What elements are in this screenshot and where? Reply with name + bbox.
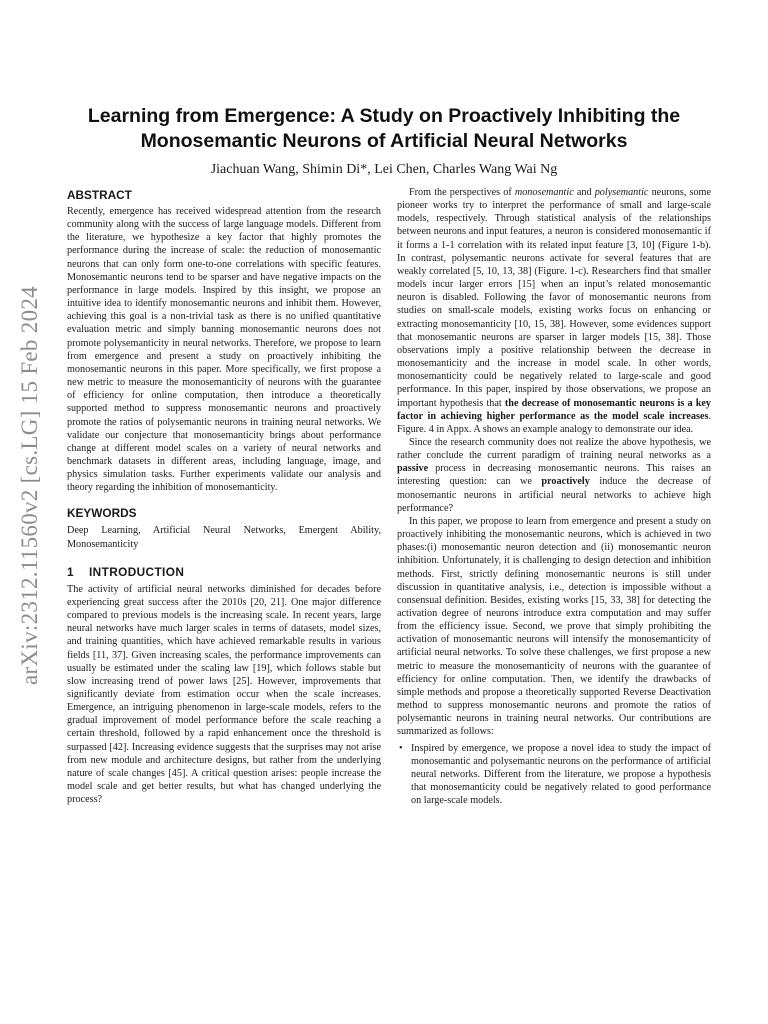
author-list: Jiachuan Wang, Shimin Di*, Lei Chen, Charles Wang Wai Ng — [210, 162, 558, 177]
section-number: 1 — [67, 564, 74, 579]
keywords-text: Deep Learning, Artificial Neural Networks, Emergent Ability, Monosemanticity — [67, 525, 381, 550]
intro-paragraph-4: In this paper, we propose to learn from emergence and present a study on proactively inhibiting the monosemantic neurons, which is achieved in two phases:(i) monosemantic neuron detection and (ii) monosemantic neuron inhibition. Unfortunately, it is challenging to design detection and inhibition methods. First, strictly defining monosemantic neurons is still under discussion in quantitative analysis, i.e., detection is impossible without a consensual definition. Besides, existing works [15, 33, 38] for detecting the activation degree of neurons introduce extra computation and may suffer from the efficiency issue. Second, we prove that simply prohibiting the activation of monosemantic neurons will intensify the monosemanticity of artificial neural networks. To solve these challenges, we first propose a new metric to measure the monosemanticity of neurons with the guarantee of efficiency for online computation. Then, we identify the drawbacks of simple methods and propose a theoretically supported Reverse Deactivation method to suppress monosemantic neurons and promote the ratios of polysemantic neurons in training neural networks. Our contributions are summarized as follows: — [397, 515, 711, 738]
left-column — [67, 186, 381, 806]
intro-paragraph-1: The activity of artificial neural networks diminished for decades before experiencing great success after the 2010s [20, 21]. One major difference compared to previous models is the increasing scale. In recent years, large neural networks have much larger scales in terms of datasets, model sizes, and training quantities, which have achieved remarkable results in various fields [11, 37]. Given increasing scales, the performance improvements can usually be estimated under the scaling law [19], which follows stable but slow increasing trend of power laws [25]. However, improvements that significantly deviate from estimation occur when the scale increases. Emergence, an intriguing phenomenon in large-scale models, refers to the gradual improvement of model performance before the scale reaching a certain threshold, followed by a rapid enhancement once the threshold is surpassed [42]. Increasing evidence suggests that the surprises may not arise from new module and architecture designs, but rather from the underlying nature of scale changes [45]. A critical question arises: people increase the model scale and get better results, but what has changed underlying the process? — [67, 583, 381, 806]
intro-paragraph-3: Since the research community does not realize the above hypothesis, we rather conclude the current paradigm of training neural networks as a passive process in decreasing monosemantic neurons. This raises an interesting question: can we proactively induce the decrease of monosemantic neurons in artificial neural networks to achieve high performance? — [397, 436, 711, 514]
paper-title: Learning from Emergence: A Study on Proactively Inhibiting the Monosemantic Neurons of Artificial Neural Networks — [87, 105, 681, 152]
keywords-heading: KEYWORDS — [67, 506, 137, 521]
contributions-list — [397, 742, 711, 808]
term-monosemantic: monosemantic — [514, 187, 574, 198]
arxiv-stamp-text: arXiv:2312.11560v2 [cs.LG] 15 Feb 2024 — [17, 285, 42, 685]
hypothesis-statement: the decrease of monosemantic neurons is a key factor in achieving higher performance as the model scale increases — [397, 397, 711, 422]
term-polysemantic: polysemantic — [594, 187, 649, 198]
intro-paragraph-2: From the perspectives of monosemantic and polysemantic neurons, some pioneer works try to interpret the performance of small and large-scale models, respectively. Through statistical analysis of the relationships between neurons and input features, a neuron is considered monosemantic if it forms a 1-1 correlation with its related input feature [3, 10] (Figure 1-b). In contrast, polysemantic neurons activate for several features that are weakly correlated [5, 10, 13, 38] (Figure. 1-c). Researchers find that smaller models incur larger errors [15] when an input’s related monosemantic neuron is disabled. Following the favor of monosemantic neurons from studies on small-scale models, existing works focus on enhancing or extracting monosemanticity [10, 15, 38]. However, some evidences support that monosemantic neurons are sparser in larger models [15, 38]. Those observations imply a positive relationship between the decrease in monosemanticity and the increase in model scale. In other words, monosemanticity could be negatively related to large-scale and good performance. In this paper, inspired by those observations, we propose an important hypothesis that the decrease of monosemantic neurons is a key factor in achieving higher performance as the model scale increases. Figure. 4 in Appx. A shows an example analogy to demonstrate our idea. — [397, 187, 712, 435]
abstract-heading: ABSTRACT — [67, 188, 132, 202]
term-proactively: proactively — [541, 476, 590, 488]
arxiv-stamp — [8, 270, 52, 700]
introduction-heading — [67, 565, 381, 580]
section-title: INTRODUCTION — [89, 564, 185, 579]
abstract-text: Recently, emergence has received widespread attention from the research community along with the success of large language models. Different from the literature, we hypothesize a key factor that highly promotes the performance during the increase of scale: the reduction of monosemantic neurons that can only form one-to-one correlations with specific features. Monosemantic neurons tend to be sparser and have negative impacts on the performance in large models. Inspired by this insight, we propose an intuitive idea to identify monosemantic neurons and inhibit them. However, achieving this goal is a non-trivial task as there is no unified quantitative evaluation metric and simply banning monosemantic neurons does not promote polysemanticity in neural networks. Therefore, we propose to learn from emergence and present a study on proactively inhibiting the monosemantic neurons in this paper. More specifically, we first propose a new metric to measure the monosemanticity of neurons with the guarantee of efficiency for online computation, then introduce a theoretically supported method to suppress monosemantic neurons and proactively promote the ratios of polysemantic neurons in training neural networks. We validate our conjecture that monosemanticity brings about performance change at different model scales on a variety of neural networks and benchmark datasets in different areas, including language, image, and physics simulation tasks. Further experiments validate our analysis and theory regarding the inhibition of monosemanticity. — [67, 206, 381, 494]
contribution-item: • Inspired by emergence, we propose a novel idea to study the impact of monosemantic and polysemantic neurons on the performance of artificial neural networks. Different from the literature, we propose a hypothesis that monosemanticity could be negatively related to good performance on large-scale models. — [397, 742, 711, 808]
term-passive: passive — [397, 463, 429, 475]
right-column — [397, 186, 711, 807]
